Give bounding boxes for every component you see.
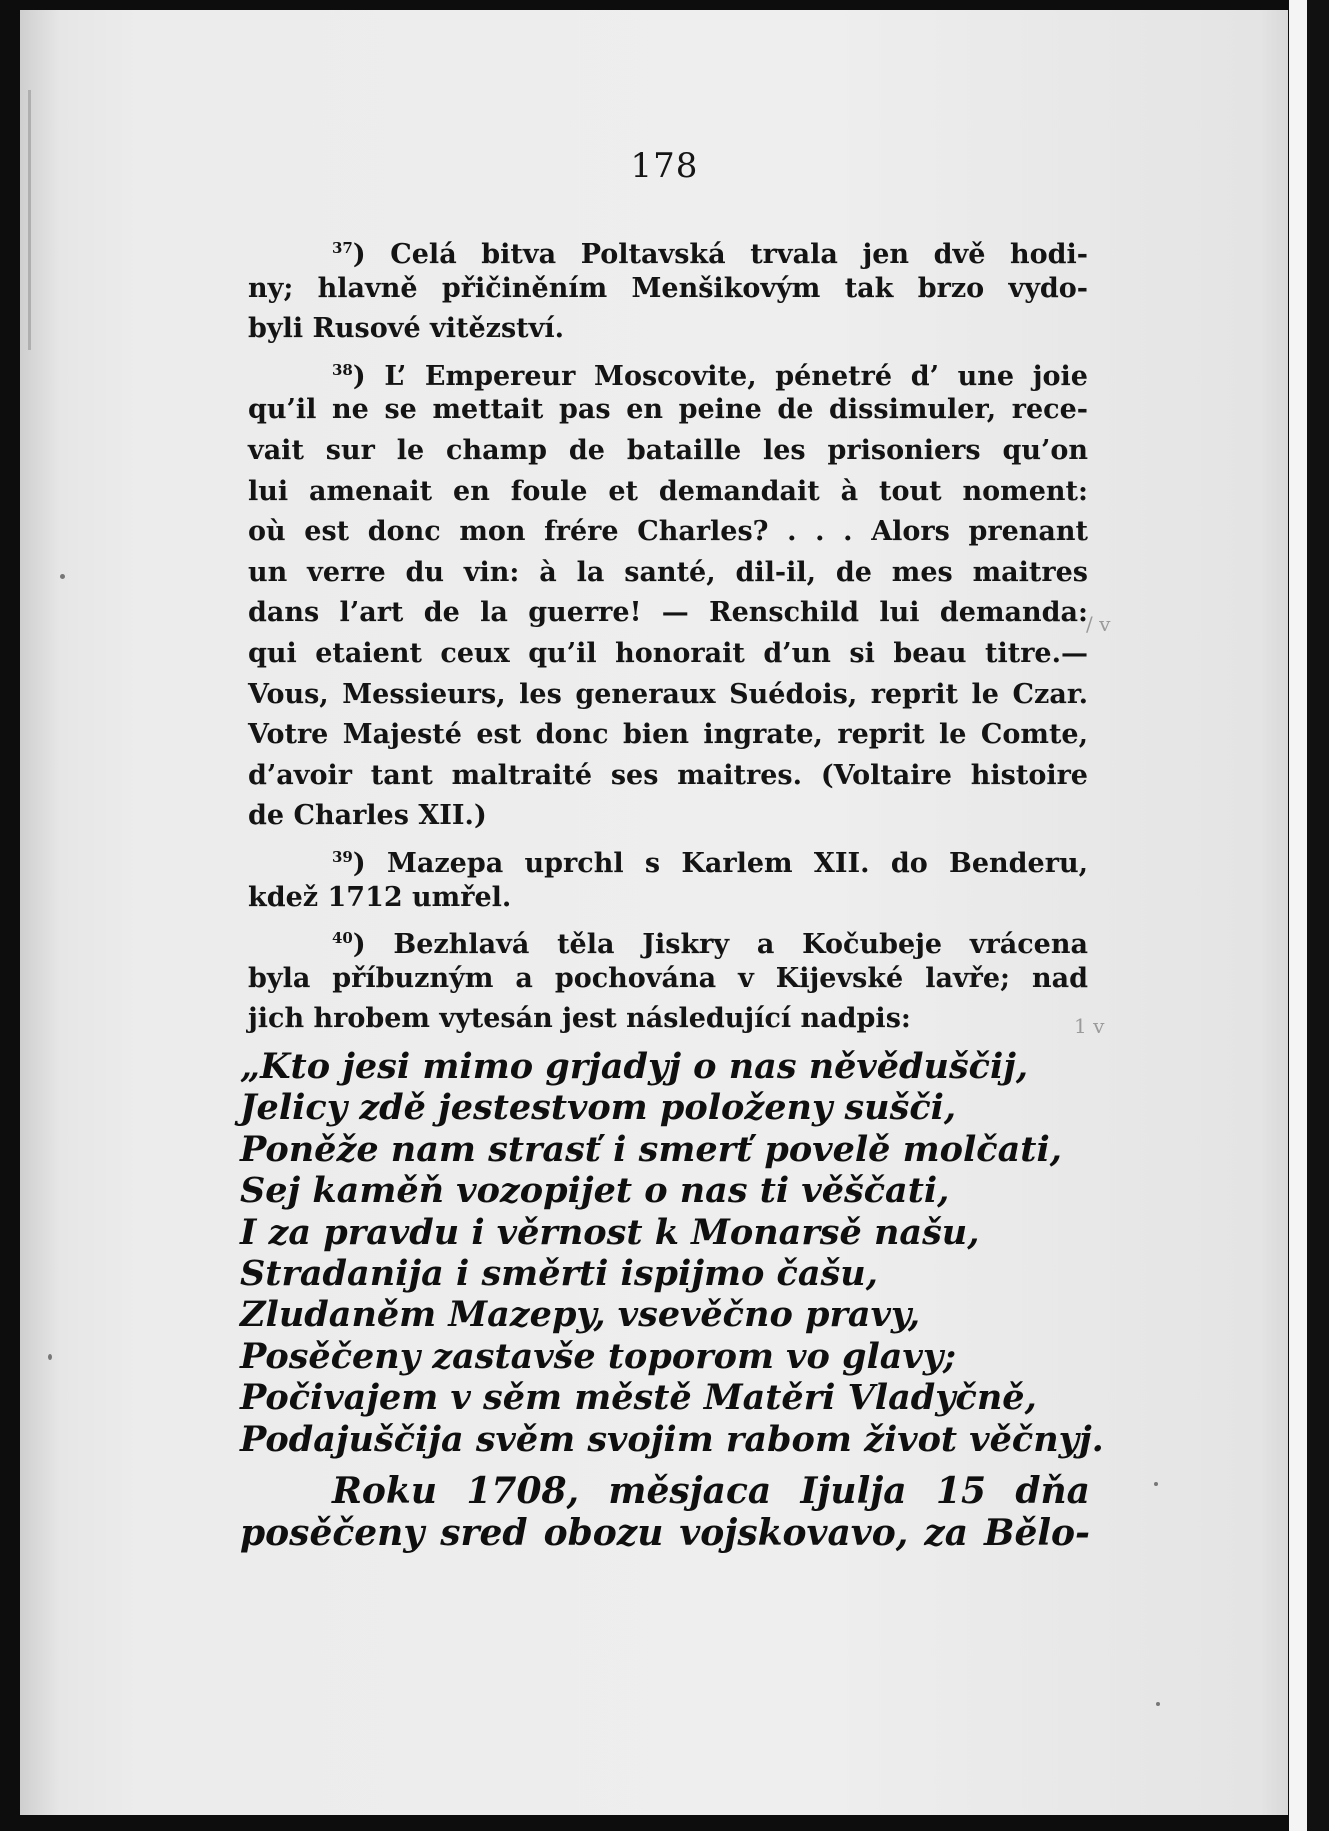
paper-speck: [48, 1354, 52, 1360]
note-40-marker: 40: [332, 929, 353, 948]
paper-speck: [1156, 1702, 1160, 1706]
note-40-line-1-text: Bezhlavá těla Jiskry a Kočubeje vrácena: [393, 929, 1088, 961]
poem-line-10: Podajuščija svěm svojim rabom život věčnyj.: [240, 1418, 1104, 1460]
note-37-marker: 37: [332, 239, 353, 257]
margin-mark-2: 1 v: [1074, 1014, 1105, 1038]
note-38-line-1: $^{38}$) L’ Empereur Moscovite, pénetré d’ une joie: [332, 360, 1088, 392]
poem-line-7: Zludaněm Mazepy, vsevěčno pravy,: [240, 1294, 921, 1336]
note-40-line-1: $^{40}$) Bezhlavá těla Jiskry a Kočubeje vrácena: [332, 929, 1088, 961]
poem-line-5: I za pravdu i věrnost k Monarsě našu,: [240, 1211, 980, 1253]
note-37-line-2: ny; hlavně přičiněním Menšikovým tak brzo vydo-: [248, 272, 1088, 304]
binding-shadow: [28, 90, 31, 350]
note-39-marker: 39: [332, 847, 353, 866]
closing-inscription: [240, 1470, 1090, 1554]
poem-line-8: Posěčeny zastavše toporom vo glavy;: [240, 1335, 957, 1377]
page-number: 178: [630, 146, 699, 186]
poem-line-9: Počivajem v sěm městě Matěri Vladyčně,: [240, 1377, 1037, 1419]
note-39-line-1-text: Mazepa uprchl s Karlem XII. do Benderu,: [386, 847, 1088, 879]
note-38-line-6: un verre du vin: à la santé, dil-il, de mes maitres: [248, 556, 1088, 588]
note-38-line-12: de Charles XII.): [248, 800, 487, 832]
paper-speck: [1154, 1482, 1158, 1486]
note-37-line-3: byli Rusové vitězství.: [248, 313, 564, 345]
footnotes-block: [248, 228, 1088, 1040]
poem-line-4: Sej kaměň vozopijet o nas ti věščati,: [240, 1170, 950, 1212]
margin-mark-1: / v: [1086, 612, 1111, 636]
poem-line-3: Poněže nam strasť i smerť povelě molčati,: [240, 1128, 1062, 1170]
note-38-line-4: lui amenait en foule et demandait à tout noment:: [248, 475, 1088, 507]
note-38-line-1-text: L’ Empereur Moscovite, pénetré d’ une joie: [384, 360, 1088, 392]
note-38-line-9: Vous, Messieurs, les generaux Suédois, reprit le Czar.: [248, 678, 1088, 710]
note-39-line-2: kdež 1712 umřel.: [248, 881, 512, 913]
note-37-line-1: $^{37}$) Celá bitva Poltavská trvala jen dvě hodi-: [332, 239, 1088, 270]
note-38-line-5: où est donc mon frére Charles? . . . Alors prenant: [248, 516, 1088, 548]
note-38-line-10: Votre Majesté est donc bien ingrate, reprit le Comte,: [248, 719, 1088, 751]
poem-line-2: Jelicy zdě jestestvom položeny sušči,: [240, 1087, 957, 1129]
note-38-line-3: vait sur le champ de bataille les prisoniers qu’on: [248, 434, 1088, 466]
closing-line-1: Roku 1708, měsjaca Ijulja 15 dňa: [332, 1470, 1090, 1512]
note-40-line-2: byla příbuzným a pochována v Kijevské lavře; nad: [248, 962, 1088, 994]
page-edge-light: [1289, 0, 1307, 1831]
epitaph-poem: [240, 1046, 1104, 1460]
note-38-marker: 38: [332, 360, 353, 379]
note-38-line-2: qu’il ne se mettait pas en peine de dissimuler, rece-: [248, 394, 1088, 426]
note-40-line-3: jich hrobem vytesán jest následující nadpis:: [248, 1003, 911, 1035]
closing-line-2: posěčeny sred obozu vojskovavo, za Bělo-: [240, 1512, 1090, 1554]
poem-line-6: Stradanija i směrti ispijmo čašu,: [240, 1252, 878, 1294]
note-38-line-11: d’avoir tant maltraité ses maitres. (Voltaire histoire: [248, 759, 1088, 791]
note-37-line-1-text: Celá bitva Poltavská trvala jen dvě hodi-: [390, 239, 1088, 270]
note-38-line-7: dans l’art de la guerre! — Renschild lui demanda:: [248, 597, 1088, 629]
note-39-line-1: $^{39}$) Mazepa uprchl s Karlem XII. do Benderu,: [332, 847, 1088, 879]
poem-line-1: „Kto jesi mimo grjadyj o nas něvěduščij,: [240, 1046, 1029, 1087]
page-edge-dark: [1307, 0, 1329, 1831]
note-38-line-8: qui etaient ceux qu’il honorait d’un si beau titre.—: [248, 637, 1088, 669]
paper-speck: [60, 574, 65, 579]
